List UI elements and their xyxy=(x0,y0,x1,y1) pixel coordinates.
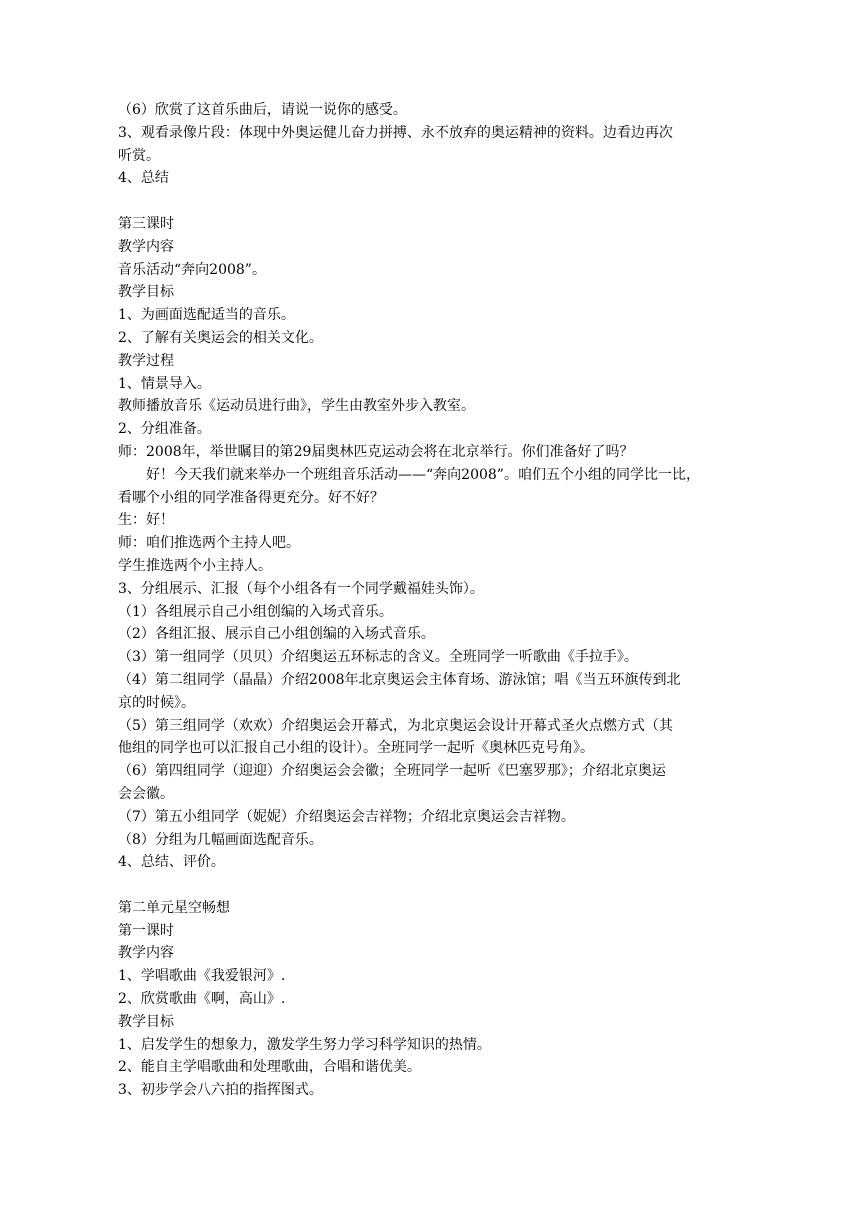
section-heading: 第三课时 xyxy=(118,215,174,232)
text-line: 1、情景导入。 xyxy=(118,375,211,392)
text-line: 2、了解有关奥运会的相关文化。 xyxy=(118,329,323,346)
text-line: 会会徽。 xyxy=(118,785,174,802)
document-page xyxy=(118,99,738,1102)
unit-heading: 第二单元星空畅想 xyxy=(118,899,230,916)
text-line: 4、总结、评价。 xyxy=(118,854,225,871)
text-line: 师：2008年，举世瞩目的第29届奥林匹克运动会将在北京举行。你们准备好了吗？ xyxy=(118,443,634,460)
text-line: （2）各组汇报、展示自己小组创编的入场式音乐。 xyxy=(118,626,435,643)
text-line: 他组的同学也可以汇报自己小组的设计）。全班同学一起听《奥林匹克号角》。 xyxy=(118,740,594,757)
text-line: （6）第四组同学（迎迎）介绍奥运会会徽；全班同学一起听《巴塞罗那》；介绍北京奥运 xyxy=(118,763,666,780)
text-line: 听赏。 xyxy=(118,147,160,164)
text-line: 2、分组准备。 xyxy=(118,421,211,438)
text-line: 师：咱们推选两个主持人吧。 xyxy=(118,535,300,552)
text-line: （4）第二组同学（晶晶）介绍2008年北京奥运会主体育场、游泳馆；唱《当五环旗传到北 xyxy=(118,671,681,688)
text-line: 好！今天我们就来举办一个班组音乐活动——“奔向2008”。咱们五个小组的同学比一比， xyxy=(146,466,700,483)
text-line: 教学内容 xyxy=(118,945,174,962)
text-line: 教师播放音乐《运动员进行曲》，学生由教室外步入教室。 xyxy=(118,398,475,415)
text-line: 2、能自主学唱歌曲和处理歌曲，合唱和谐优美。 xyxy=(118,1059,421,1076)
text-line: （3）第一组同学（贝贝）介绍奥运五环标志的含义。全班同学一听歌曲《手拉手》。 xyxy=(118,649,638,666)
text-line: 学生推选两个小主持人。 xyxy=(118,557,272,574)
text-line: 1、为画面选配适当的音乐。 xyxy=(118,307,295,324)
text-line: 看哪个小组的同学准备得更充分。好不好？ xyxy=(118,489,384,506)
text-line: 教学内容 xyxy=(118,238,174,255)
text-line: （7）第五小组同学（妮妮）介绍奥运会吉祥物；介绍北京奥运会吉祥物。 xyxy=(118,808,575,825)
text-line: （1）各组展示自己小组创编的入场式音乐。 xyxy=(118,603,393,620)
blank-line xyxy=(118,874,738,897)
text-line: 2、欣赏歌曲《啊，高山》. xyxy=(118,991,286,1008)
text-line: （8）分组为几幅画面选配音乐。 xyxy=(118,831,323,848)
text-line: 教学目标 xyxy=(118,1013,174,1030)
section-heading: 第一课时 xyxy=(118,922,174,939)
text-line: 教学目标 xyxy=(118,284,174,301)
text-line: 京的时候》。 xyxy=(118,694,195,711)
text-line: 音乐活动“奔向2008”。 xyxy=(118,261,266,278)
text-line: 教学过程 xyxy=(118,352,174,369)
text-line: 3、观看录像片段：体现中外奥运健儿奋力拼搏、永不放弃的奥运精神的资料。边看边再次 xyxy=(118,124,673,141)
text-line: 3、初步学会八六拍的指挥图式。 xyxy=(118,1082,323,1099)
text-line: 生：好！ xyxy=(118,512,174,529)
text-line: （5）第三组同学（欢欢）介绍奥运会开幕式，为北京奥运会设计开幕式圣火点燃方式（其 xyxy=(118,717,673,734)
blank-line xyxy=(118,190,738,213)
text-line: 3、分组展示、汇报（每个小组各有一个同学戴福娃头饰）。 xyxy=(118,580,484,597)
text-line: （6）欣赏了这首乐曲后，请说一说你的感受。 xyxy=(118,102,407,118)
text-line: 1、学唱歌曲《我爱银河》. xyxy=(118,968,286,985)
text-line: 1、启发学生的想象力，激发学生努力学习科学知识的热情。 xyxy=(118,1036,491,1053)
text-line: 4、总结 xyxy=(118,170,169,187)
